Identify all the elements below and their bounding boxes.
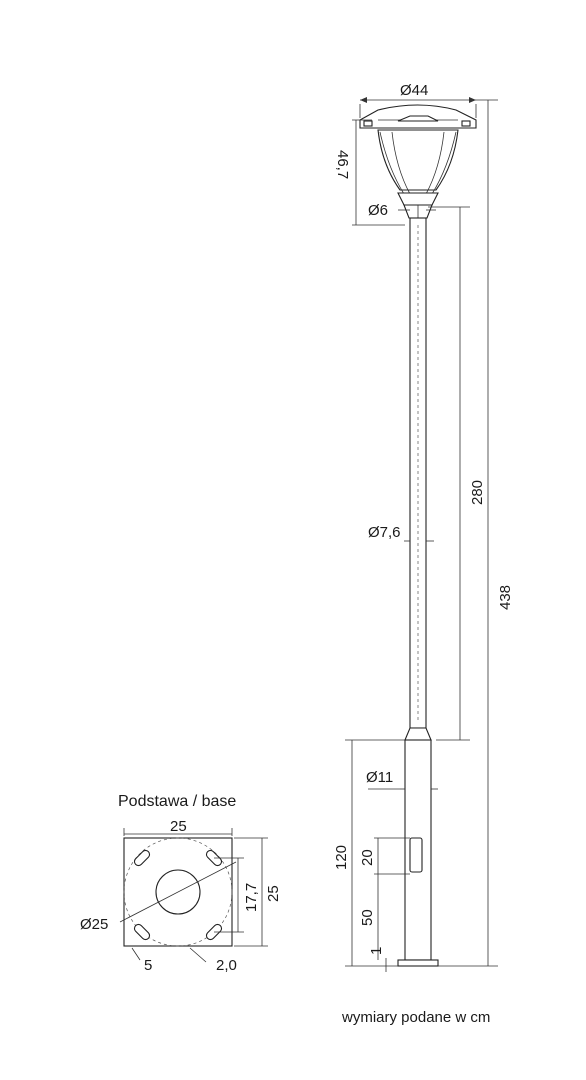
- total-height-label: 438: [497, 584, 514, 610]
- lamp-pole: [398, 218, 438, 966]
- mid-diameter-label: Ø7,6: [368, 524, 401, 541]
- bolt-circle-label: Ø25: [80, 916, 109, 933]
- base-height-side-label: 25: [265, 885, 282, 902]
- bottom-diameter-label: Ø11: [366, 769, 394, 786]
- base-title: Podstawa / base: [118, 793, 237, 810]
- bolt-spacing-label: 17,7: [243, 882, 260, 912]
- head-diameter-label: Ø44: [400, 82, 429, 99]
- door-height-label: 20: [359, 849, 376, 866]
- door-offset-label: 50: [359, 909, 376, 926]
- slot-length-label: 5: [144, 957, 153, 974]
- door-level-label: 120: [333, 844, 350, 870]
- base-height-label: 1: [368, 946, 385, 955]
- slot-width-label: 2,0: [216, 957, 237, 974]
- upper-length-label: 280: [469, 479, 486, 505]
- base-width-label: 25: [170, 818, 187, 835]
- units-note: wymiary podane w cm: [342, 1009, 491, 1026]
- top-diameter-label: Ø6: [368, 202, 389, 219]
- head-height-label: 46,7: [334, 150, 351, 180]
